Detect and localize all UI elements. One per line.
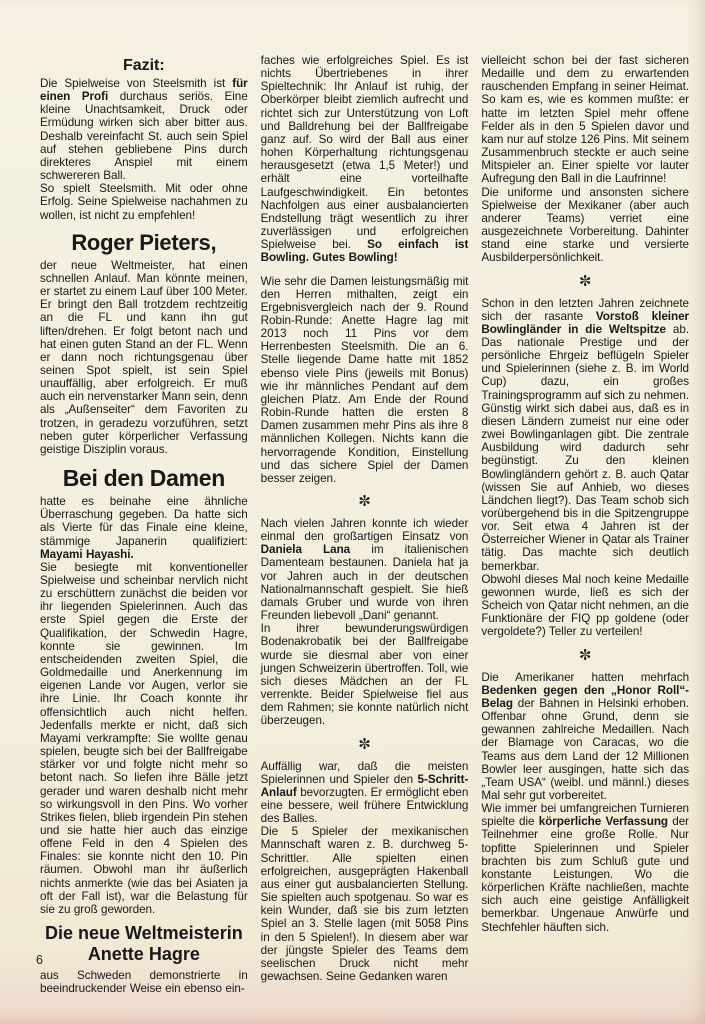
paragraph: Die uniforme und ansonsten sichere Spielweise der Mexikaner (aber auch anderer Teams) verriet eine ausgezeichnete Vorbereitung. Dahinter stand eine starke und versierte Ausbilderpersönlichkeit. bbox=[481, 185, 690, 265]
paragraph: der neue Weltmeister, hat einen schnellen Anlauf. Man könnte meinen, er startet zu einem Lauf über 100 Meter. Er bringt den Ball trotzdem rechtzeitig an die FL und kann ihn gut liften/drehen. Er folgt betont nach und hat einen guten Stand an der FL. Wenn er dann noch richtungsgenau über seinen Spot spielt, ist sein Spiel unauffällig, aber erfolgreich. Er muß auch ein nervenstarker Mann sein, denn als „Außenseiter“ dem Favoriten zu trotzen, in geradezu vorzuführen, setzt neben guter körperlicher Verfassung geistige Disziplin voraus. bbox=[40, 258, 248, 456]
paragraph: So spielt Steelsmith. Mit oder ohne Erfolg. Seine Spielweise nachahmen zu wollen, ist nicht zu empfehlen! bbox=[40, 182, 248, 222]
paragraph: In ihrer bewunderungswürdigen Bodenakrobatik bei der Ballfreigabe wurde sie diesmal aber von einer jungen Schweizerin übertroffen. Toll, wie sich dieses Mädchen an der FL verrenkte. Beider Spielweise fiel aus dem Rahmen; sie konnte natürlich nicht überzeugen. bbox=[260, 622, 469, 728]
column-1 bbox=[40, 54, 248, 995]
article-columns bbox=[40, 54, 689, 995]
paragraph: Nach vielen Jahren konnte ich wieder einmal den großartigen Einsatz von Daniela Lana im italienischen Damenteam bestaunen. Daniela hat ja vor Jahren auch in der deutschen Nationalmannschaft gespielt. Sie hieß damals Gruber und wurde von ihren Freunden liebevoll „Dani“ genannt. bbox=[260, 517, 469, 623]
paragraph: Die Amerikaner hatten mehrfach Bedenken gegen den „Honor Roll“-Belag der Bahnen in Helsinki erhoben. Offenbar ohne Grund, denn sie gewannen zahlreiche Medaillen. Nach der Blamage von Caracas, wo die Teams aus dem Land der 12 Millionen Bowler leer ausgingen, hatte sich das „Team USA“ (weibl. und männl.) dieses Mal sehr gut vorbereitet. bbox=[481, 670, 690, 802]
column-2 bbox=[261, 54, 469, 995]
paragraph: aus Schweden demonstrierte in beeindruckender Weise ein ebenso ein- bbox=[40, 968, 248, 995]
page-bottom-edge bbox=[0, 1010, 705, 1024]
paragraph: Auffällig war, daß die meisten Spielerinnen und Spieler den 5-Schritt-Anlauf bevorzugten. Er ermöglicht eben eine bessere, weil frühere Entwicklung des Balles. bbox=[260, 759, 469, 826]
paragraph: Die 5 Spieler der mexikanischen Mannschaft waren z. B. durchweg 5-Schrittler. Alle spielten einen erfolgreichen, ausgeprägten Hakenball aus einer gut ausbalancierten Stellung. Sie spielten auch spotgenau. So war es kein Wunder, daß sie bis zum letzten Spiel an 3. Stelle lagen (mit 5058 Pins in den 5 Spielen!). In diesem aber war der jüngste Spieler des Teams dem seelischen Druck nicht mehr gewachsen. Seine Gedanken waren bbox=[260, 825, 469, 983]
paragraph: hatte es beinahe eine ähnliche Überraschung gegeben. Da hatte sich als Vierte für das Finale eine kleine, stämmige Japanerin qualifiziert: Mayami Hayashi. bbox=[40, 495, 248, 561]
asterisk-ornament-icon: ✼ bbox=[358, 493, 371, 510]
paragraph: Die Spielweise von Steelsmith ist für einen Profi durchaus seriös. Eine kleine Unachtsamkeit, Druck oder Ermüdung wirken sich aber bitter aus. Deshalb vereinfacht St. auch sein Spiel auf stehen gebliebene Pins durch direkteres Anspiel mit einem schwereren Ball. bbox=[40, 77, 248, 183]
asterisk-ornament-icon: ✼ bbox=[358, 735, 371, 753]
heading-anette-hagre bbox=[40, 923, 248, 965]
paragraph: faches wie erfolgreiches Spiel. Es ist nichts Übertriebenes in ihrer Spieltechnik: Ihr Anlauf ist ruhig, der Oberkörper bleibt ziemlich aufrecht und richtet sich zur Unterstützung von Loft und Balldrehung bei der Ballfreigabe ganz auf. So wird der Ball aus einer hohen Körperhaltung richtungsgenau herausgesetzt (etwa 1,5 Meter!) und erhält eine vorteilhafte Laufgeschwindigkeit. Ein betontes Nachfolgen aus einer ausbalancierten Endstellung trägt wesentlich zu ihrer zuverlässigen und erfolgreichen Spielweise bei. So einfach ist Bowling. Gutes Bowling! bbox=[260, 54, 469, 265]
paragraph: Sie besiegte mit konventioneller Spielweise und scheinbar nervlich nicht zu erschüttern zunächst die beiden vor ihr liegenden Spielerinnen. Auch das erste Spiel gegen die Erste der Qualifikation, der Schwedin Hagre, konnte sie gewinnen. Im entscheidenden zweiten Spiel, die Goldmedaille und Anerkennung im eigenen Lande vor Augen, verlor sie ihre Linie. Ihr Coach konnte ihr offensichtlich auch nicht helfen. Jedenfalls merkte er nicht, daß sich Mayami verkrampfte: Sie wollte genau spielen, beugte sich bei der Ballfreigabe stärker vor und folgte nicht mehr so betont nach. So liefen ihre Bälle jetzt gerader und waren deshalb nicht mehr so wirkungsvoll in den Pins. Wo vorher Strikes fielen, blieb irgendein Pin stehen und sie hatte hier auch das einzige offene Feld in den 4 Spielen des Finales: sie konnte nicht den 10. Pin räumen. Obwohl man ihr äußerlich nichts anmerkte (wie das bei Asiaten ja oft der Fall ist), war die Belastung für sie zu groß geworden. bbox=[40, 560, 248, 916]
heading-anette-line2: Anette Hagre bbox=[87, 944, 200, 965]
asterisk-ornament-icon: ✼ bbox=[578, 646, 592, 664]
asterisk-ornament-icon: ✼ bbox=[578, 272, 592, 290]
paragraph: vielleicht schon bei der fast sicheren Medaille und dem zu erwartenden rauschenden Empfang in seiner Heimat. So kam es, wie es kommen mußte: er hatte im letzten Spiel mehr offene Felder als in den 5 Spielen davor und kam nur auf stolze 126 Pins. Mit seinem Zusammenbruch steckte er auch seine Mitspieler an. Einer spielte vor lauter Aufregung den Ball in die Laufrinne! bbox=[481, 54, 690, 186]
heading-bei-den-damen: Bei den Damen bbox=[62, 465, 225, 492]
paragraph: Schon in den letzten Jahren zeichnete sich der rasante Vorstoß kleiner Bowlingländer in die Weltspitze ab. Das nationale Prestige und der persönliche Ehrgeiz beflügeln Spieler und Spielerinnen (siehe z. B. im World Cup) dazu, ein großes Trainingsprogramm auf sich zu nehmen. Günstig wirkt sich dabei aus, daß es in diesen Ländern zumeist nur eine oder zwei Bowlinganlagen gibt. Die zentrale Ausbildung wird dadurch sehr begünstigt. Zu den kleinen Bowlingländern gehört z. B. auch Qatar (wissen Sie auf Anhieb, wo dieses Ländchen liegt?). Das Team schob sich vorübergehend bis in die Spitzengruppe vor. Seit etwa 4 Jahren ist der Österreicher Wiener in Qatar als Trainer tätig. Das machte sich deutlich bemerkbar. bbox=[481, 296, 690, 573]
heading-fazit: Fazit: bbox=[122, 57, 165, 74]
heading-anette-line1: Die neue Weltmeisterin bbox=[44, 923, 243, 944]
paragraph: Wie sehr die Damen leistungsmäßig mit den Herren mithalten, zeigt ein Ergebnisvergleich nach der 9. Round Robin-Runde: Anette Hagre lag mit 2013 noch 11 Pins vor dem Herrenbesten Steelsmith. Die an 6. Stelle liegende Dame hatte mit 1852 ebenso viele Pins (jeweils mit Bonus) wie ihr männliches Pendant auf dem gleichen Platz. Am Ende der Round Robin-Runde hatten die ersten 8 Damen zusammen mehr Pins als ihre 8 männlichen Kollegen. Nichts kann die hervorragende Kondition, Einstellung und das sichere Spiel der Damen besser zeigen. bbox=[260, 274, 469, 485]
paragraph: Wie immer bei umfangreichen Turnieren spielte die körperliche Verfassung der Teilnehmer eine große Rolle. Nur topfitte Spielerinnen und Spieler brachten bis zum Schluß gute und konstante Leistungen. Wo die körperlichen Kräfte nachließen, machte sich auch eine geistige Anfälligkeit bemerkbar. Ungenaue Anwürfe und Stechfehler häuften sich. bbox=[481, 802, 690, 934]
column-3 bbox=[481, 54, 689, 995]
paragraph: Obwohl dieses Mal noch keine Medaille gewonnen wurde, ließ es sich der Scheich von Qatar nicht nehmen, an die Funktionäre der FIQ pp goldene (oder vergoldete?) Teller zu verteilen! bbox=[481, 572, 690, 639]
heading-roger-pieters: Roger Pieters, bbox=[71, 229, 217, 255]
page-number: 6 bbox=[36, 953, 43, 967]
